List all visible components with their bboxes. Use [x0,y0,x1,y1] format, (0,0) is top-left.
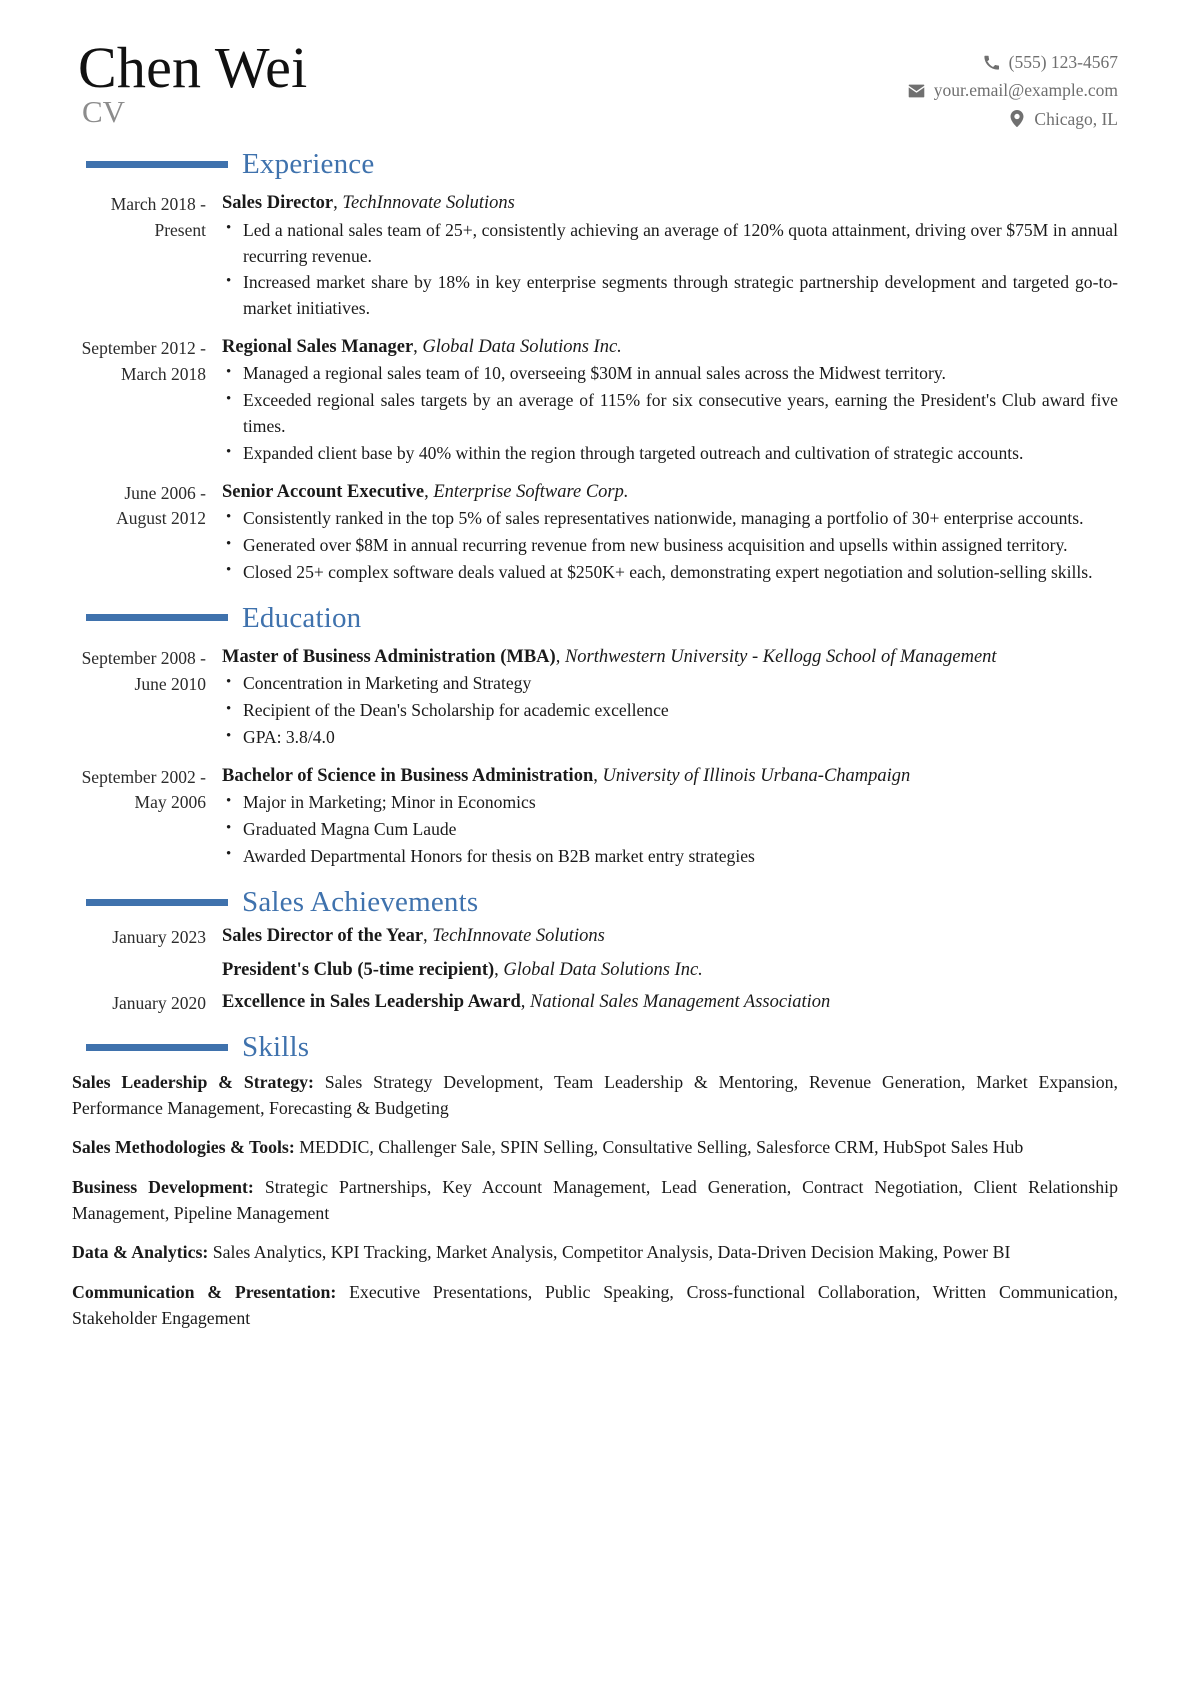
bullet-item: • Graduated Magna Cum Laude [222,817,1118,843]
entry-heading [222,923,1118,949]
section-body-education [72,644,1118,871]
skill-list: Sales Strategy Development, Team Leadership & Mentoring, Revenue Generation, Market Expansion, Performance Management, Forecasting & Budgeting [72,1071,1118,1119]
achievement-entry [72,957,1118,983]
entry-date: June 2006 - August 2012 [116,482,206,529]
entry-body [222,479,1118,587]
experience-entry [72,190,1118,323]
entry-separator: , [520,991,530,1012]
section-rule [86,1044,228,1051]
entry-body [222,763,1118,871]
section-rule [86,161,228,168]
bullet-item: • Expanded client base by 40% within the region through targeted outreach and cultivation of strategic accounts. [222,441,1118,467]
entry-heading [222,989,1118,1015]
entry-role: Senior Account Executive [222,481,425,502]
entry-bullets [222,506,1118,586]
skill-group [72,1134,1118,1160]
skill-category: Communication & Presentation: [72,1281,337,1302]
bullet-item: • Managed a regional sales team of 10, overseeing $30M in annual sales across the Midwest territory. [222,361,1118,387]
page-title: Chen Wei [78,35,308,100]
entry-heading [222,190,1118,216]
experience-entry [72,334,1118,468]
contact-phone [908,48,1118,76]
skill-category: Data & Analytics: [72,1242,209,1263]
entry-heading [222,479,1118,505]
section-title-experience: Experience [242,148,375,181]
section-header-experience [72,149,1118,179]
entry-separator: , [555,647,565,668]
entry-body [222,644,1118,752]
bullet-item: • Increased market share by 18% in key enterprise segments through strategic partnership development and targeted go-to-market initiatives. [222,270,1118,322]
entry-date: January 2020 [112,992,206,1013]
entry-bullets [222,671,1118,751]
skill-list: Sales Analytics, KPI Tracking, Market Analysis, Competitor Analysis, Data-Driven Decision Making, Power BI [208,1242,1011,1263]
entry-date: September 2002 - May 2006 [81,767,206,813]
entry-separator: , [424,481,434,502]
entry-body [222,923,1118,949]
entry-body [222,334,1118,468]
skill-category: Business Development: [72,1176,254,1197]
skill-list: Executive Presentations, Public Speaking, Cross-functional Collaboration, Written Communication, Stakeholder Engagement [72,1281,1118,1329]
bullet-item: • Consistently ranked in the top 5% of sales representatives nationwide, managing a portfolio of 30+ enterprise accounts. [222,506,1118,532]
section-body-achievements [72,923,1118,1016]
award-organization: National Sales Management Association [530,991,831,1012]
skill-category: Sales Methodologies & Tools: [72,1137,295,1158]
entry-separator: , [333,193,343,214]
bullet-item: • Awarded Departmental Honors for thesis on B2B market entry strategies [222,844,1118,870]
entry-body [222,957,1118,983]
bullet-item: • Exceeded regional sales targets by an average of 115% for six consecutive years, earning the President's Club award five times. [222,388,1118,440]
entry-organization: Global Data Solutions Inc. [422,337,622,358]
bullet-item: • Generated over $8M in annual recurring revenue from new business acquisition and upsells within assigned territory. [222,533,1118,559]
entry-institution: Northwestern University - Kellogg School of Management [564,647,997,668]
phone-icon [983,54,1000,71]
entry-separator: , [593,766,603,786]
award-name: Excellence in Sales Leadership Award [222,991,521,1012]
skill-category: Sales Leadership & Strategy: [72,1071,314,1092]
section-rule [86,614,228,621]
entry-role: Sales Director [222,193,334,214]
entry-organization: Enterprise Software Corp. [433,481,629,502]
entry-heading [222,334,1118,360]
entry-role: Regional Sales Manager [222,337,414,358]
envelope-icon [908,82,925,99]
location-pin-icon [1008,110,1025,127]
contact-phone-text: (555) 123-4567 [1008,52,1118,72]
section-header-skills [72,1032,1118,1062]
section-title-skills: Skills [242,1031,310,1064]
bullet-item: • Recipient of the Dean's Scholarship for academic excellence [222,698,1118,724]
section-header-achievements [72,887,1118,917]
entry-heading [222,644,1118,670]
bullet-item: • Concentration in Marketing and Strategy [222,671,1118,697]
skill-group [72,1174,1118,1227]
section-body-experience [72,190,1118,586]
award-organization: TechInnovate Solutions [432,926,605,947]
contact-block [908,38,1118,133]
entry-body [222,190,1118,323]
entry-date: September 2008 - June 2010 [81,648,206,694]
entry-date: March 2018 - Present [110,194,206,240]
identity-block [72,35,308,130]
contact-email [908,76,1118,104]
section-body-skills [72,1069,1118,1332]
education-entry [72,644,1118,752]
bullet-item: • Led a national sales team of 25+, consistently achieving an average of 120% quota attainment, driving over $75M in annual recurring revenue. [222,218,1118,270]
entry-body [222,989,1118,1015]
entry-separator: , [423,926,433,947]
contact-location [908,105,1118,133]
entry-bullets [222,218,1118,322]
document-subtitle: CV [82,94,126,130]
award-name: Sales Director of the Year [222,926,424,947]
entry-date: September 2012 - March 2018 [81,338,206,384]
entry-heading [222,957,1118,983]
bullet-item: • GPA: 3.8/4.0 [222,725,1118,751]
entry-organization: TechInnovate Solutions [342,193,515,214]
education-entry [72,763,1118,871]
contact-location-text: Chicago, IL [1034,108,1118,129]
entry-separator: , [413,337,423,358]
bullet-item: • Closed 25+ complex software deals valued at $250K+ each, demonstrating expert negotiation and solution-selling skills. [222,560,1118,586]
achievement-entry [72,923,1118,950]
contact-email-text: your.email@example.com [933,80,1118,101]
award-organization: Global Data Solutions Inc. [503,959,703,980]
entry-bullets [222,361,1118,466]
skill-group [72,1279,1118,1332]
entry-bullets [222,790,1118,870]
bullet-item: • Major in Marketing; Minor in Economics [222,790,1118,816]
entry-date [72,957,222,959]
entry-date: January 2023 [112,927,206,948]
entry-institution: University of Illinois Urbana-Champaign [602,766,911,786]
entry-separator: , [494,959,504,980]
cv-header [72,35,1118,133]
skill-list: MEDDIC, Challenger Sale, SPIN Selling, Consultative Selling, Salesforce CRM, HubSpot Sales Hub [294,1137,1024,1158]
entry-degree: Bachelor of Science in Business Administration [222,766,594,786]
experience-entry [72,479,1118,587]
section-rule [86,899,228,906]
achievement-entry [72,989,1118,1016]
skill-list: Strategic Partnerships, Key Account Management, Lead Generation, Contract Negotiation, Client Relationship Management, Pipeline Management [72,1176,1118,1224]
entry-heading [222,763,1118,789]
skill-group [72,1069,1118,1122]
award-name: President's Club (5-time recipient) [222,959,495,980]
skill-group [72,1239,1118,1265]
section-title-achievements: Sales Achievements [242,885,479,918]
section-title-education: Education [242,601,362,634]
entry-degree: Master of Business Administration (MBA) [222,647,556,668]
section-header-education [72,603,1118,633]
